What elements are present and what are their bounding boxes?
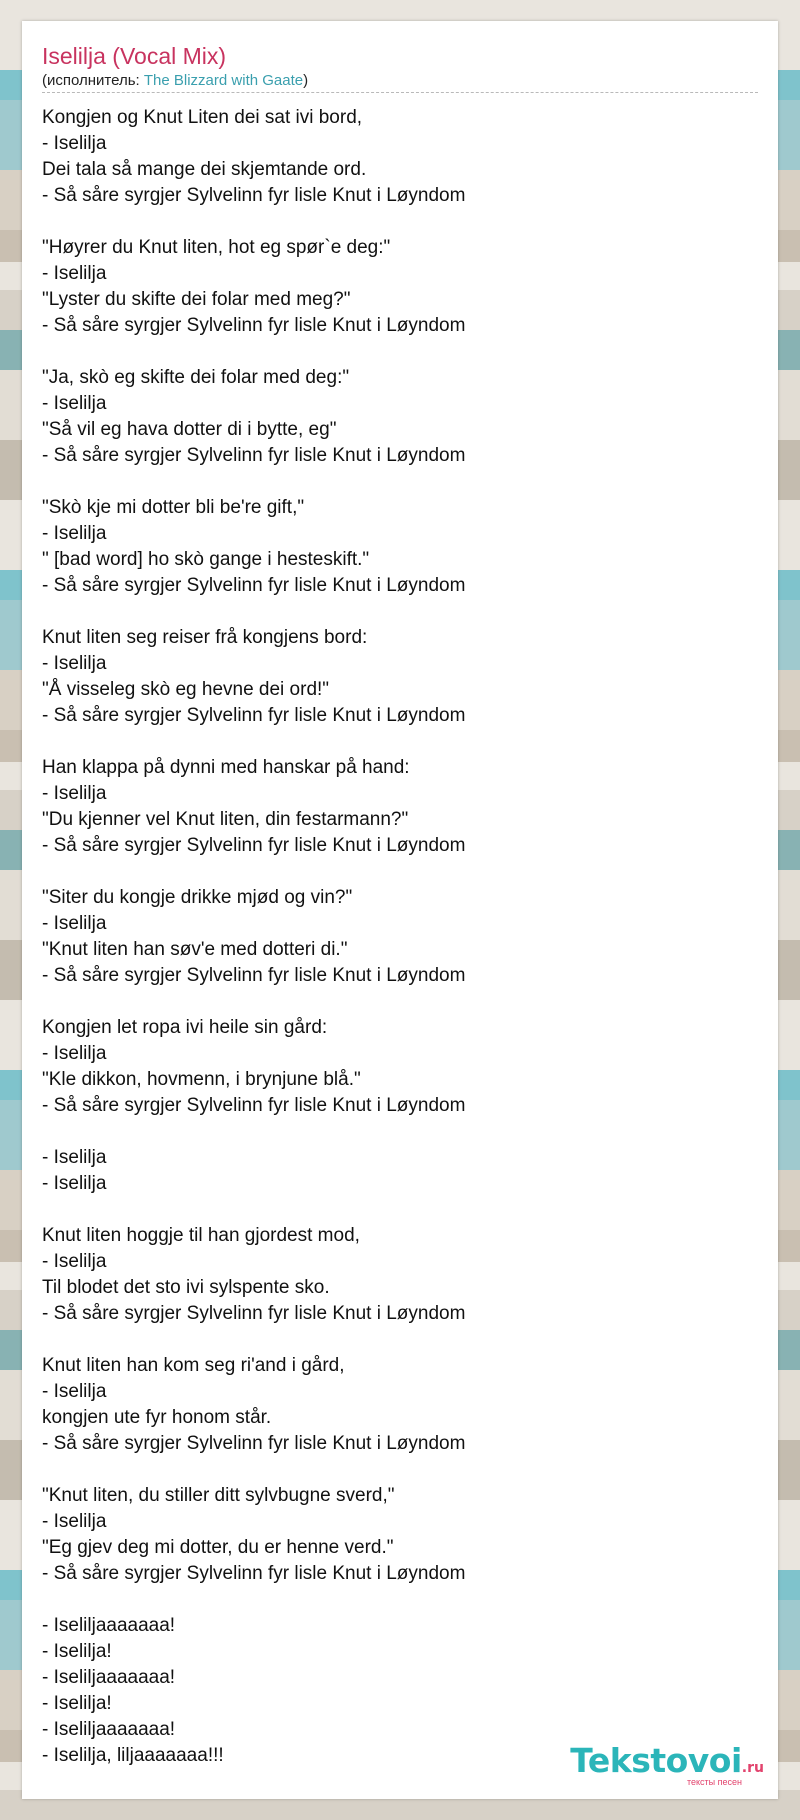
logo-domain: .ru <box>741 1760 764 1776</box>
lyric-line: - Iselilja <box>42 653 107 674</box>
lyric-line: Knut liten hoggje til han gjordest mod, <box>42 1225 360 1246</box>
lyric-line: "Siter du kongje drikke mjød og vin?" <box>42 887 353 908</box>
lyric-line: - Iselilja <box>42 783 107 804</box>
lyric-line: - Iseliljaaaaaaa! <box>42 1615 176 1636</box>
lyrics-stanza <box>42 365 758 469</box>
song-title: Iselilja (Vocal Mix) <box>42 43 227 69</box>
artist-prefix: (исполнитель: <box>42 72 144 89</box>
lyric-line: Knut liten seg reiser frå kongjens bord: <box>42 627 368 648</box>
lyric-line: - Så såre syrgjer Sylvelinn fyr lisle Knut i Løyndom <box>42 965 466 986</box>
title-divider <box>42 92 758 93</box>
lyrics-stanza <box>42 1223 758 1327</box>
lyric-line: "Kle dikkon, hovmenn, i brynjune blå." <box>42 1069 361 1090</box>
lyrics-stanza <box>42 105 758 209</box>
lyric-line: "Å visseleg skò eg hevne dei ord!" <box>42 679 330 700</box>
lyric-line: - Iselilja <box>42 393 107 414</box>
lyric-line: Knut liten han kom seg ri'and i gård, <box>42 1355 345 1376</box>
lyric-line: "Så vil eg hava dotter di i bytte, eg" <box>42 419 337 440</box>
lyric-line: - Iselilja <box>42 913 107 934</box>
lyric-line: "Høyrer du Knut liten, hot eg spør`e deg:" <box>42 237 391 258</box>
lyrics-stanza <box>42 885 758 989</box>
lyric-line: Han klappa på dynni med hanskar på hand: <box>42 757 410 778</box>
lyric-line: - Iselilja <box>42 1173 107 1194</box>
lyrics-stanza <box>42 755 758 859</box>
lyric-line: kongjen ute fyr honom står. <box>42 1407 272 1428</box>
lyric-line: - Iselilja! <box>42 1641 112 1662</box>
lyric-line: - Så såre syrgjer Sylvelinn fyr lisle Knut i Løyndom <box>42 315 466 336</box>
lyric-line: - Iselilja <box>42 1043 107 1064</box>
lyric-line: - Så såre syrgjer Sylvelinn fyr lisle Knut i Løyndom <box>42 1563 466 1584</box>
lyrics-stanza <box>42 495 758 599</box>
lyric-line: - Så såre syrgjer Sylvelinn fyr lisle Knut i Løyndom <box>42 705 466 726</box>
logo-text: Tekstovoi <box>570 1741 742 1780</box>
lyric-line: - Iseliljaaaaaaa! <box>42 1719 176 1740</box>
artist-suffix: ) <box>303 72 309 89</box>
lyric-line: - Iselilja <box>42 523 107 544</box>
lyric-line: - Så såre syrgjer Sylvelinn fyr lisle Knut i Løyndom <box>42 1303 466 1324</box>
lyric-line: "Knut liten, du stiller ditt sylvbugne sverd," <box>42 1485 395 1506</box>
lyric-line: - Så såre syrgjer Sylvelinn fyr lisle Knut i Løyndom <box>42 1433 466 1454</box>
site-logo[interactable] <box>570 1741 764 1787</box>
lyric-line: Til blodet det sto ivi sylspente sko. <box>42 1277 330 1298</box>
lyric-line: - Iselilja <box>42 133 107 154</box>
lyrics-stanza <box>42 1483 758 1587</box>
lyric-line: Kongjen og Knut Liten dei sat ivi bord, <box>42 107 363 128</box>
lyric-line: - Iselilja <box>42 263 107 284</box>
lyric-line: - Iselilja <box>42 1381 107 1402</box>
lyric-line: - Så såre syrgjer Sylvelinn fyr lisle Knut i Løyndom <box>42 185 466 206</box>
lyric-line: - Iselilja, liljaaaaaaa!!! <box>42 1745 224 1766</box>
lyrics-stanza <box>42 235 758 339</box>
lyric-line: - Iseliljaaaaaaa! <box>42 1667 176 1688</box>
lyric-line: "Knut liten han søv'e med dotteri di." <box>42 939 348 960</box>
lyric-line: Dei tala så mange dei skjemtande ord. <box>42 159 367 180</box>
lyric-line: - Så såre syrgjer Sylvelinn fyr lisle Knut i Løyndom <box>42 445 466 466</box>
artist-line <box>42 71 308 91</box>
lyrics-card <box>22 21 778 1799</box>
lyric-line: "Du kjenner vel Knut liten, din festarmann?" <box>42 809 409 830</box>
lyrics-stanza <box>42 1353 758 1457</box>
lyric-line: - Iselilja <box>42 1511 107 1532</box>
lyrics-stanza <box>42 625 758 729</box>
lyric-line: " [bad word] ho skò gange i hesteskift." <box>42 549 370 570</box>
lyric-line: "Ja, skò eg skifte dei folar med deg:" <box>42 367 350 388</box>
artist-link[interactable]: The Blizzard with Gaate <box>143 72 304 89</box>
lyric-line: - Så såre syrgjer Sylvelinn fyr lisle Knut i Løyndom <box>42 835 466 856</box>
lyrics-stanza <box>42 1145 758 1197</box>
lyric-line: "Skò kje mi dotter bli be're gift," <box>42 497 305 518</box>
lyric-line: - Så såre syrgjer Sylvelinn fyr lisle Knut i Løyndom <box>42 575 466 596</box>
lyric-line: "Eg gjev deg mi dotter, du er henne verd." <box>42 1537 394 1558</box>
lyrics-body <box>42 105 758 1769</box>
lyric-line: - Iselilja! <box>42 1693 112 1714</box>
lyric-line: - Iselilja <box>42 1251 107 1272</box>
lyric-line: "Lyster du skifte dei folar med meg?" <box>42 289 351 310</box>
lyrics-stanza <box>42 1015 758 1119</box>
lyric-line: - Iselilja <box>42 1147 107 1168</box>
lyric-line: - Så såre syrgjer Sylvelinn fyr lisle Knut i Løyndom <box>42 1095 466 1116</box>
logo-tagline: тексты песен <box>686 1777 742 1787</box>
lyric-line: Kongjen let ropa ivi heile sin gård: <box>42 1017 328 1038</box>
